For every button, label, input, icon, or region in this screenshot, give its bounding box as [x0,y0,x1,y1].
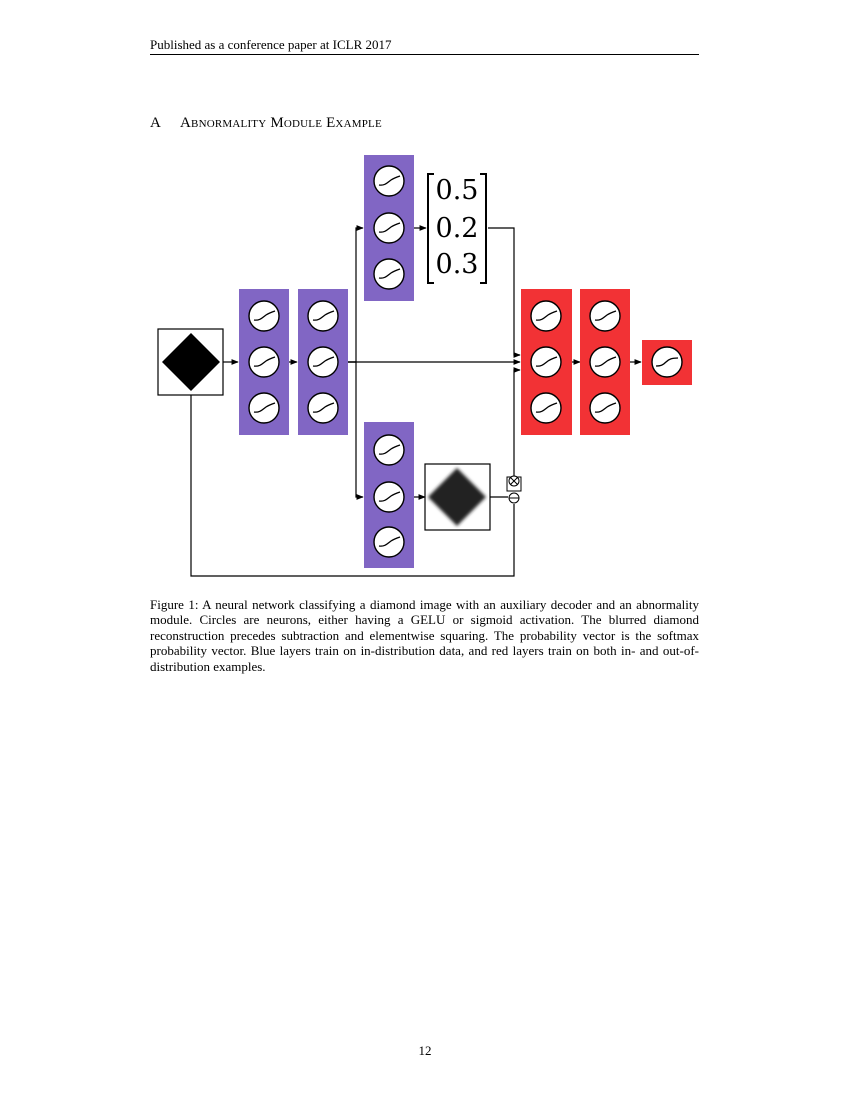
vector-right-bracket [480,174,486,283]
neuron-icon [374,166,404,196]
subtract-icon [509,493,519,503]
neuron-icon [308,301,338,331]
neuron-icon [249,393,279,423]
edge-ops-to-abnormality [514,370,520,478]
elementwise-ops [507,476,521,503]
edge-trunk-to-classifier [348,228,363,362]
neuron-icon [374,213,404,243]
neuron-icon [308,393,338,423]
figure-caption: Figure 1: A neural network classifying a diamond image with an auxiliary decoder and an abnormality module. Circles are neurons, either having a GELU or sigmoid activation. The blurred diamond reconstruction precedes subtraction and elementwise squaring. The probability vector is the softmax probability vector. Blue layers train on in-distribution data, and red layers train on both in- and out-of-distribution examples. [150,597,699,674]
edge-trunk-to-decoder [348,362,363,497]
probability-value-2: 0.2 [435,213,479,244]
neuron-icon [590,347,620,377]
section-number: A [150,115,162,131]
neuron-icon [249,301,279,331]
neuron-icon [652,347,682,377]
neuron-icon [531,347,561,377]
probability-vector [428,174,486,283]
neuron-icon [374,482,404,512]
neuron-icon [308,347,338,377]
reconstruction-image [425,464,490,530]
neuron-icon [374,259,404,289]
neuron-icon [590,301,620,331]
probability-value-1: 0.5 [435,175,479,206]
neuron-icon [590,393,620,423]
input-image [158,329,223,395]
probability-value-3: 0.3 [435,249,479,280]
running-header: Published as a conference paper at ICLR 2017 [150,37,392,52]
vector-left-bracket [428,174,434,283]
neuron-icon [249,347,279,377]
edge-vector-to-abnormality [488,228,520,355]
neuron-icon [531,301,561,331]
page-number: 12 [418,1043,432,1058]
neuron-icon [531,393,561,423]
multiply-icon [509,476,519,486]
neuron-icon [374,435,404,465]
neuron-icon [374,527,404,557]
section-title: Abnormality Module Example [180,115,382,131]
